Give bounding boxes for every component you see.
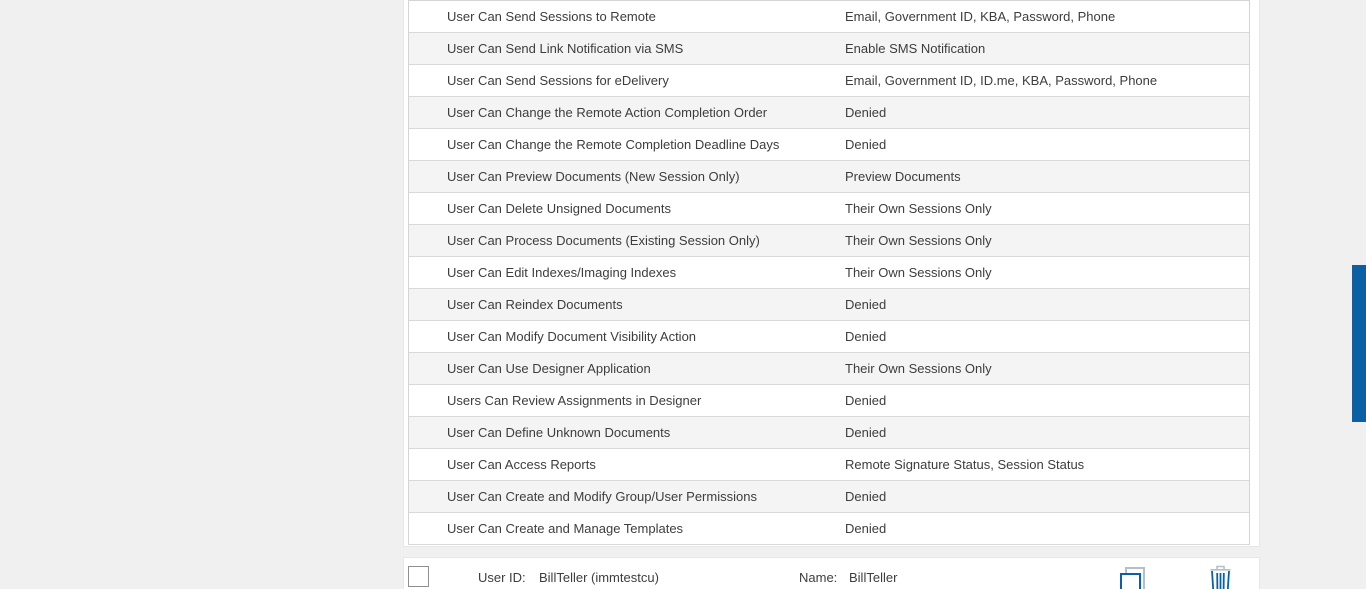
permission-row [409,1,1249,33]
permission-row [409,385,1249,417]
permission-row [409,417,1249,449]
permission-name: User Can Send Link Notification via SMS [447,41,684,56]
permission-value: Denied [845,425,887,440]
permission-row [409,481,1249,513]
name-value: BillTeller [849,570,898,585]
permission-value: Remote Signature Status, Session Status [845,457,1085,472]
permission-name: User Can Create and Modify Group/User Permissions [447,489,757,504]
permission-row [409,65,1249,97]
permission-name: User Can Send Sessions to Remote [447,9,656,24]
permission-value: Email, Government ID, ID.me, KBA, Password, Phone [845,73,1158,88]
permission-row [409,449,1249,481]
permission-name: User Can Preview Documents (New Session Only) [447,169,740,184]
permission-name: User Can Create and Manage Templates [447,521,684,536]
permissions-panel [403,0,1260,547]
permission-value: Denied [845,297,887,312]
permission-name: User Can Access Reports [447,457,596,472]
trash-icon [1207,565,1235,589]
permission-value: Denied [845,489,887,504]
permission-name: User Can Change the Remote Action Completion Order [447,105,768,120]
permission-value: Enable SMS Notification [845,41,986,56]
select-user-checkbox[interactable] [408,566,429,587]
permission-value: Denied [845,393,887,408]
permission-name: User Can Process Documents (Existing Session Only) [447,233,760,248]
permissions-table [408,0,1250,545]
permission-value: Their Own Sessions Only [845,361,992,376]
permission-value: Their Own Sessions Only [845,201,992,216]
permission-value: Their Own Sessions Only [845,233,992,248]
permission-name: User Can Modify Document Visibility Action [447,329,697,344]
user-row [403,557,1260,589]
copy-user-button[interactable] [1118,565,1152,589]
permission-name: Users Can Review Assignments in Designer [447,393,702,408]
permission-name: User Can Change the Remote Completion Deadline Days [447,137,780,152]
permission-row [409,257,1249,289]
permission-name: User Can Edit Indexes/Imaging Indexes [447,265,677,280]
permission-name: User Can Send Sessions for eDelivery [447,73,669,88]
permission-row [409,33,1249,65]
permission-row [409,321,1249,353]
permission-row [409,129,1249,161]
user-id-value: BillTeller (immtestcu) [539,570,659,585]
scrollbar-thumb[interactable] [1352,265,1366,422]
permission-row [409,353,1249,385]
permission-name: User Can Define Unknown Documents [447,425,671,440]
permission-row [409,161,1249,193]
user-id-label: User ID: [478,570,526,585]
permission-row [409,193,1249,225]
permission-name: User Can Use Designer Application [447,361,651,376]
permission-value: Email, Government ID, KBA, Password, Phone [845,9,1116,24]
name-label: Name: [799,570,838,585]
permission-name: User Can Reindex Documents [447,297,623,312]
permission-row [409,513,1249,545]
permission-row [409,225,1249,257]
permission-row [409,97,1249,129]
permission-value: Preview Documents [845,169,961,184]
permission-value: Their Own Sessions Only [845,265,992,280]
permission-value: Denied [845,329,887,344]
permission-row [409,289,1249,321]
permission-value: Denied [845,105,887,120]
copy-icon [1118,567,1148,589]
permission-value: Denied [845,521,887,536]
delete-user-button[interactable] [1204,565,1238,589]
permission-name: User Can Delete Unsigned Documents [447,201,671,216]
permission-value: Denied [845,137,887,152]
